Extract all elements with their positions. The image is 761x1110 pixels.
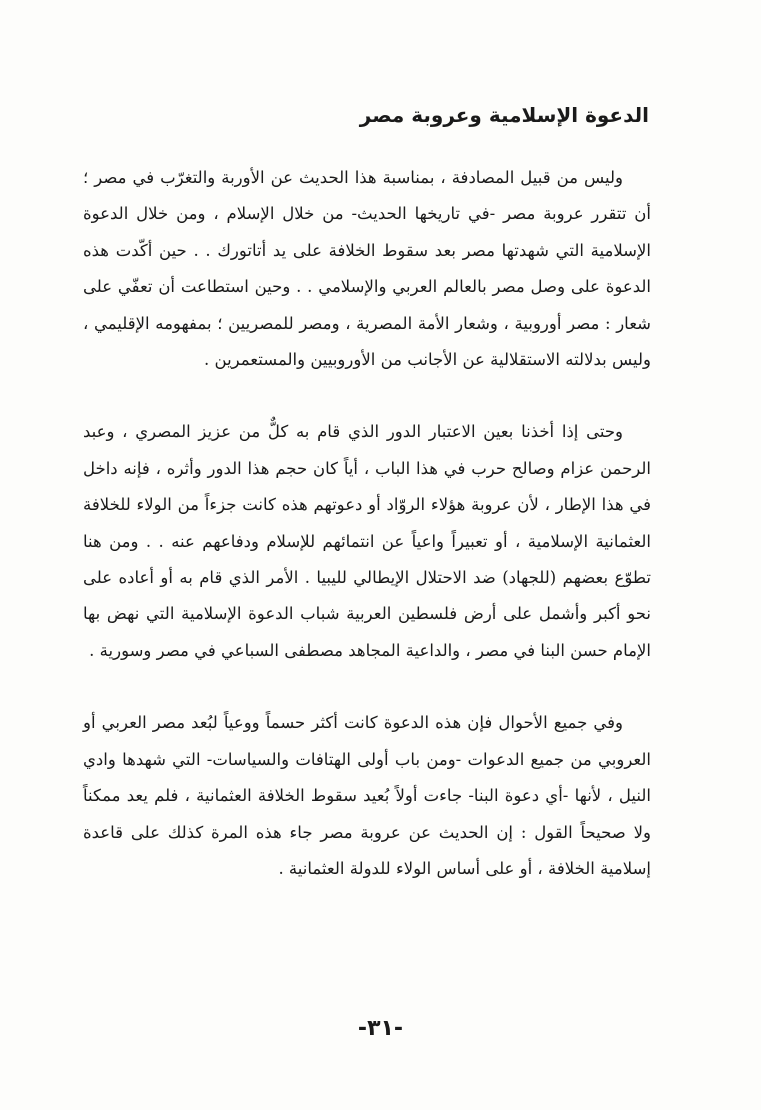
paragraph-3: وفي جميع الأحوال فإن هذه الدعوة كانت أكثر حسماً ووعياً لبُعد مصر العربي أو العروبي من جميع الدعوات -ومن باب أولى الهتافات والسياسات- التي شهدها وادي النيل ، لأنها -أي دعوة البنا- جاءت أولاً بُعيد سقوط الخلافة العثمانية ، فلم يعد ممكناً ولا صحيحاً القول : إن الحديث عن عروبة مصر جاء هذه المرة كذلك على قاعدة إسلامية الخلافة ، أو على أساس الولاء للدولة العثمانية . xyxy=(83,713,651,878)
paragraph-1: وليس من قبيل المصادفة ، بمناسبة هذا الحديث عن الأوربة والتغرّب في مصر ؛ أن تتقرر عروبة مصر -في تاريخها الحديث- من خلال الإسلام ، ومن خلال الدعوة الإسلامية التي شهدتها مصر بعد سقوط الخلافة على يد أتاتورك . . حين أكّدت هذه الدعوة على وصل مصر بالعالم العربي والإسلامي . . وحين استطاعت أن تعفّي على شعار : مصر أوروبية ، وشعار الأمة المصرية ، ومصر للمصريين ؛ بمفهومه الإقليمي ، وليس بدلالته الاستقلالية عن الأجانب من الأوروبيين والمستعمرين . xyxy=(83,168,651,370)
body-text xyxy=(83,160,651,887)
paragraph-2: وحتى إذا أخذنا بعين الاعتبار الدور الذي قام به كلٌّ من عزيز المصري ، وعبد الرحمن عزام وصالح حرب في هذا الباب ، أياً كان حجم هذا الدور وأثره ، فإنه داخل في هذا الإطار ، لأن عروبة هؤلاء الروّاد أو دعوتهم هذه كانت جزءاً من الولاء للخلافة العثمانية الإسلامية ، أو تعبيراً واعياً عن انتمائهم للإسلام ودفاعهم عنه . . ومن هنا تطوّع بعضهم (للجهاد) ضد الاحتلال الإيطالي لليبيا . الأمر الذي قام به أو أعاده على نحو أكبر وأشمل على أرض فلسطين العربية شباب الدعوة الإسلامية التي نهض بها الإمام حسن البنا في مصر ، والداعية المجاهد مصطفى السباعي في مصر وسورية . xyxy=(83,422,651,660)
running-title: الدعوة الإسلامية وعروبة مصر xyxy=(359,103,649,127)
page-number: -٣١- xyxy=(357,1016,404,1041)
